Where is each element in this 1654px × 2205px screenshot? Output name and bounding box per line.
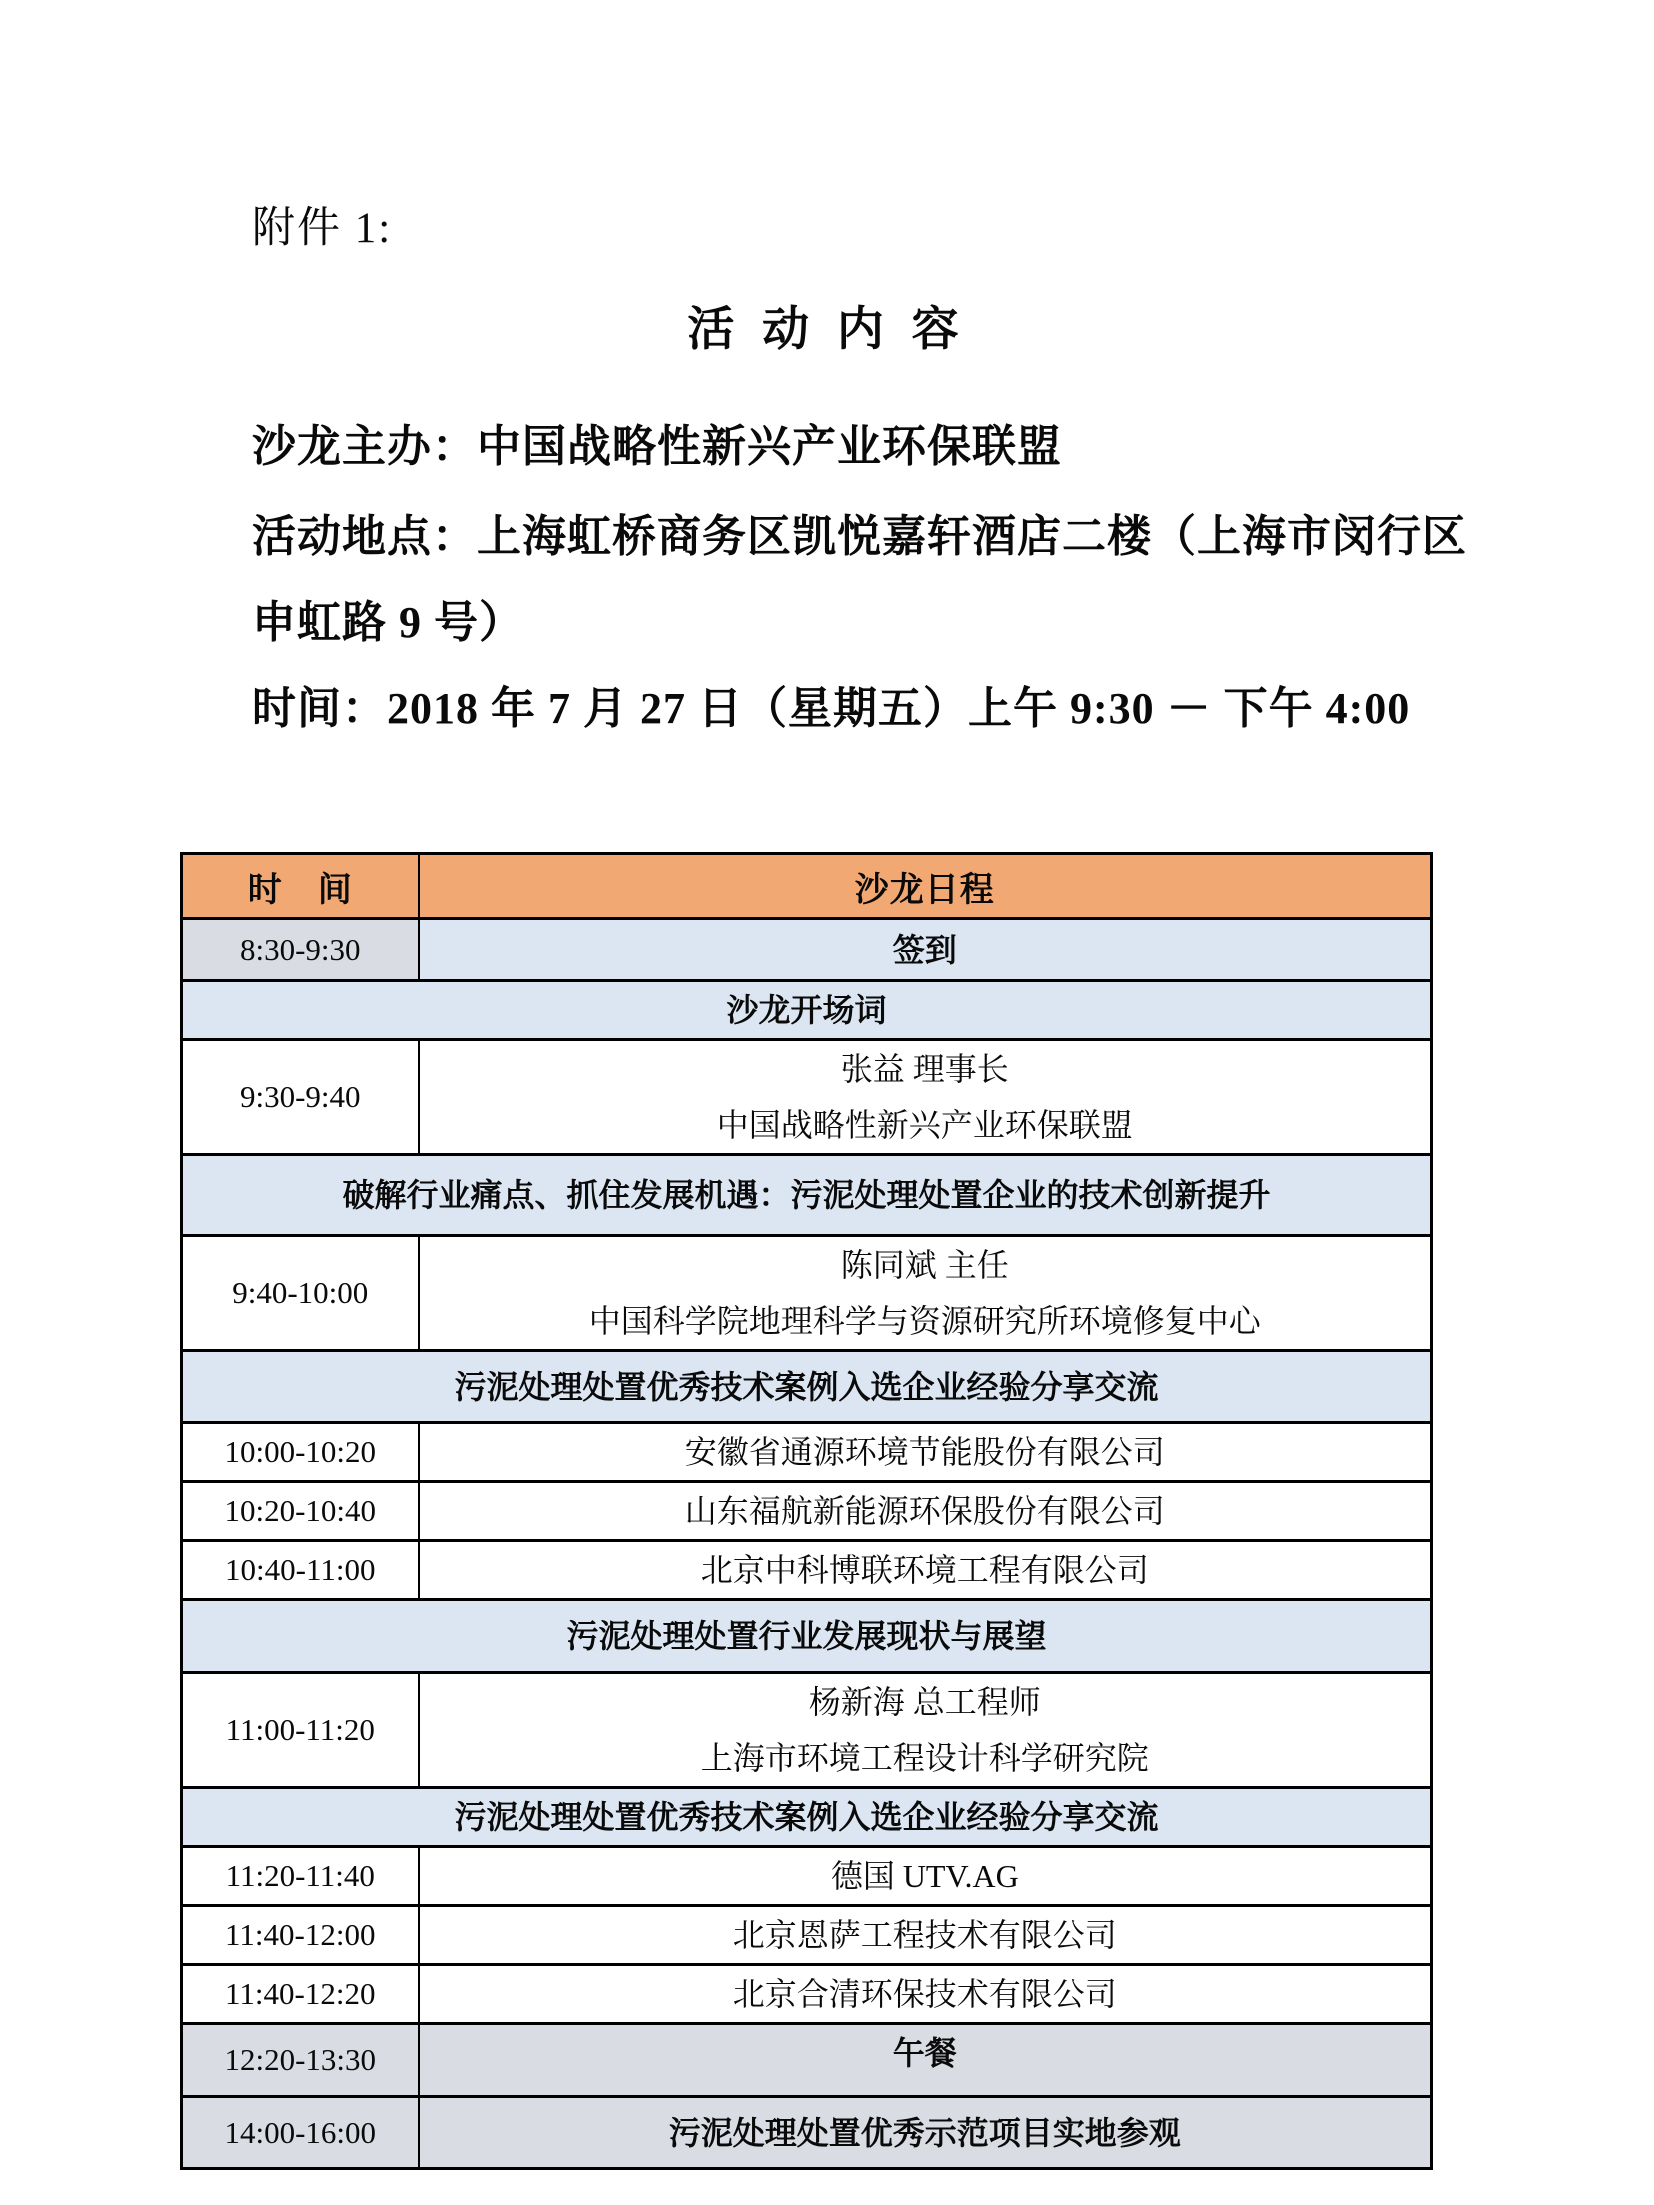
agenda-line: 德国 UTV.AG bbox=[830, 1858, 1019, 1894]
table-row bbox=[182, 1482, 1432, 1541]
section-cell bbox=[182, 1788, 1432, 1847]
agenda-line: 污泥处理处置优秀技术案例入选企业经验分享交流 bbox=[454, 1368, 1159, 1405]
agenda-line: 张益 理事长 bbox=[840, 1051, 1009, 1087]
time-cell: 9:30-9:40 bbox=[182, 1040, 419, 1155]
agenda-cell bbox=[419, 2024, 1432, 2097]
header-time-cell: 时 间 bbox=[182, 854, 419, 919]
agenda-cell bbox=[419, 2097, 1432, 2169]
agenda-cell bbox=[419, 1847, 1432, 1906]
table-row bbox=[182, 2024, 1432, 2097]
agenda-line: 破解行业痛点、抓住发展机遇：污泥处理处置企业的技术创新提升 bbox=[342, 1177, 1271, 1213]
agenda-line: 污泥处理处置优秀示范项目实地参观 bbox=[668, 2114, 1181, 2151]
header-agenda-cell: 沙龙日程 bbox=[419, 854, 1432, 919]
agenda-line: 陈同斌 主任 bbox=[840, 1247, 1009, 1283]
agenda-line: 上海市环境工程设计科学研究院 bbox=[700, 1740, 1149, 1776]
table-row bbox=[182, 1788, 1432, 1847]
table-row bbox=[182, 1423, 1432, 1482]
table-row bbox=[182, 1541, 1432, 1600]
table-header-row bbox=[182, 854, 1432, 919]
time-cell: 9:40-10:00 bbox=[182, 1236, 419, 1351]
agenda-line: 污泥处理处置行业发展现状与展望 bbox=[566, 1618, 1047, 1654]
time-cell: 11:20-11:40 bbox=[182, 1847, 419, 1906]
table-row bbox=[182, 2097, 1432, 2169]
agenda-cell bbox=[419, 1482, 1432, 1541]
agenda-line: 杨新海 总工程师 bbox=[808, 1684, 1041, 1720]
table-row bbox=[182, 1600, 1432, 1673]
agenda-cell bbox=[419, 1965, 1432, 2024]
table-row bbox=[182, 1673, 1432, 1788]
agenda-cell bbox=[419, 1423, 1432, 1482]
time-cell: 10:00-10:20 bbox=[182, 1423, 419, 1482]
time-cell: 11:40-12:20 bbox=[182, 1965, 419, 2024]
agenda-cell bbox=[419, 1673, 1432, 1788]
time-cell: 8:30-9:30 bbox=[182, 919, 419, 981]
agenda-cell bbox=[419, 1236, 1432, 1351]
table-row bbox=[182, 1847, 1432, 1906]
time-cell: 11:00-11:20 bbox=[182, 1673, 419, 1788]
agenda-line: 沙龙开场词 bbox=[726, 992, 887, 1028]
table-row bbox=[182, 1155, 1432, 1236]
table-row bbox=[182, 1351, 1432, 1423]
agenda-cell bbox=[419, 1040, 1432, 1155]
agenda-line: 签到 bbox=[892, 931, 957, 968]
agenda-line: 午餐 bbox=[892, 2035, 957, 2071]
table-row bbox=[182, 919, 1432, 981]
intro-line: 沙龙主办：中国战略性新兴产业环保联盟 bbox=[252, 422, 1062, 471]
section-cell bbox=[182, 981, 1432, 1040]
time-cell: 14:00-16:00 bbox=[182, 2097, 419, 2169]
agenda-line: 中国科学院地理科学与资源研究所环境修复中心 bbox=[588, 1303, 1261, 1339]
agenda-line: 北京恩萨工程技术有限公司 bbox=[732, 1917, 1117, 1953]
time-cell: 11:40-12:00 bbox=[182, 1906, 419, 1965]
section-cell bbox=[182, 1155, 1432, 1236]
page-title: 活 动 内 容 bbox=[687, 304, 967, 356]
agenda-cell bbox=[419, 1541, 1432, 1600]
table-row bbox=[182, 1236, 1432, 1351]
intro-line: 申虹路 9 号） bbox=[252, 598, 524, 647]
table-row bbox=[182, 981, 1432, 1040]
agenda-line: 污泥处理处置优秀技术案例入选企业经验分享交流 bbox=[454, 1799, 1159, 1835]
time-cell: 12:20-13:30 bbox=[182, 2024, 419, 2097]
section-cell bbox=[182, 1600, 1432, 1673]
intro-line: 时间：2018 年 7 月 27 日（星期五）上午 9:30 － 下午 4:00 bbox=[252, 684, 1411, 733]
agenda-cell bbox=[419, 919, 1432, 981]
time-cell: 10:20-10:40 bbox=[182, 1482, 419, 1541]
section-cell bbox=[182, 1351, 1432, 1423]
schedule-table bbox=[180, 852, 1433, 2170]
agenda-line: 安徽省通源环境节能股份有限公司 bbox=[684, 1434, 1165, 1470]
agenda-cell bbox=[419, 1906, 1432, 1965]
attachment-label: 附件 1: bbox=[252, 205, 393, 252]
time-cell: 10:40-11:00 bbox=[182, 1541, 419, 1600]
agenda-line: 北京合清环保技术有限公司 bbox=[732, 1976, 1117, 2012]
agenda-line: 北京中科博联环境工程有限公司 bbox=[700, 1552, 1149, 1588]
table-row bbox=[182, 1040, 1432, 1155]
intro-line: 活动地点：上海虹桥商务区凯悦嘉轩酒店二楼（上海市闵行区 bbox=[252, 512, 1467, 561]
agenda-line: 中国战略性新兴产业环保联盟 bbox=[716, 1107, 1133, 1143]
table-row bbox=[182, 1906, 1432, 1965]
agenda-line: 山东福航新能源环保股份有限公司 bbox=[684, 1493, 1165, 1529]
table-row bbox=[182, 1965, 1432, 2024]
